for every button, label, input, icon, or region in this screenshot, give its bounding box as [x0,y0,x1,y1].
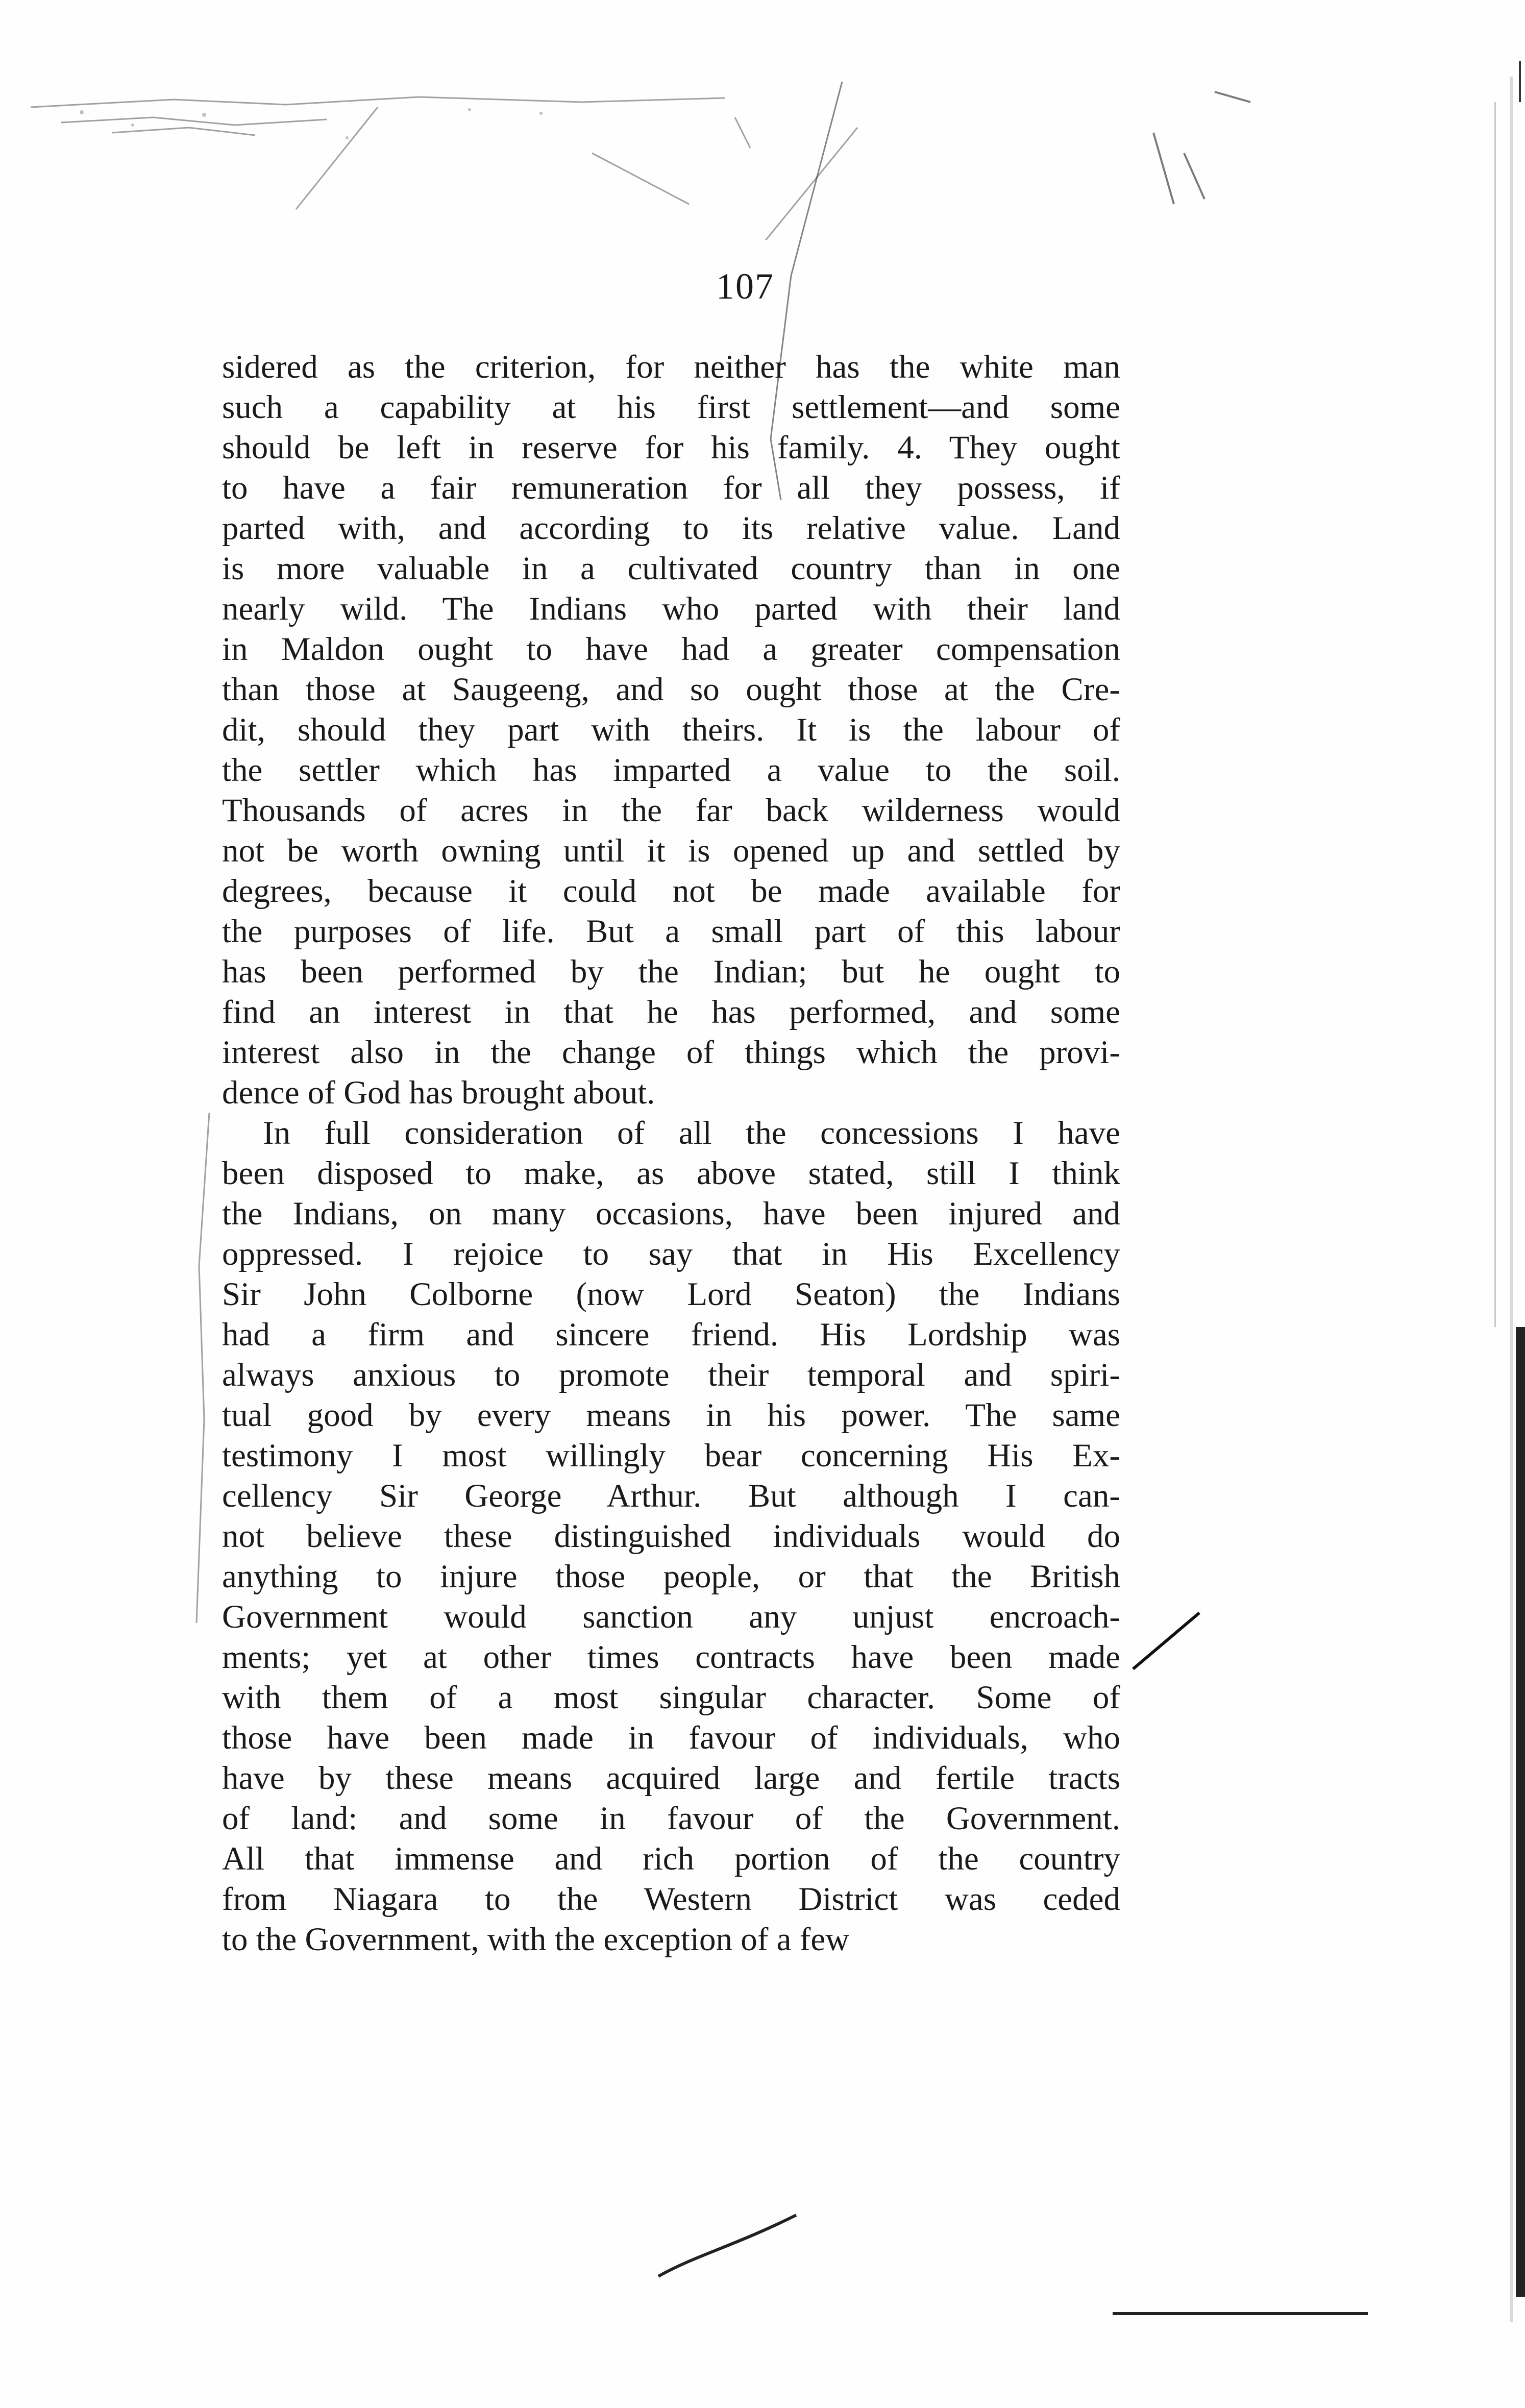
left-margin-rule [194,1113,214,1751]
text-line: Sir John Colborne (now Lord Seaton) the Indians [222,1276,1120,1313]
text-line: have by these means acquired large and fertile tracts [222,1760,1120,1797]
text-line: nearly wild. The Indians who parted with their land [222,591,1120,627]
text-line: from Niagara to the Western District was ceded [222,1881,1120,1918]
text-line: in Maldon ought to have had a greater compensation [222,631,1120,668]
text-line: those have been made in favour of individuals, who [222,1719,1120,1756]
text-line: had a firm and sincere friend. His Lordship was [222,1316,1120,1353]
text-line: not believe these distinguished individuals would do [222,1518,1120,1555]
text-line: ments; yet at other times contracts have been made [222,1639,1120,1676]
text-line: the Indians, on many occasions, have been injured and [222,1195,1120,1232]
text-line: should be left in reserve for his family. 4. They ought [222,429,1120,466]
text-line: not be worth owning until it is opened up and settled by [222,832,1120,869]
text-line: Thousands of acres in the far back wilderness would [222,792,1120,829]
text-line: is more valuable in a cultivated country than in one [222,550,1120,587]
text-line: Government would sanction any unjust encroach- [222,1599,1120,1635]
text-line: has been performed by the Indian; but he ought to [222,953,1120,990]
scan-noise-top-left [20,77,888,240]
text-line: dit, should they part with theirs. It is the labour of [222,711,1120,748]
text-line: the settler which has imparted a value to the soil. [222,752,1120,789]
text-line: always anxious to promote their temporal and spiri- [222,1357,1120,1393]
margin-pencil-mark [1123,1608,1204,1684]
text-line: In full consideration of all the concessions I have [263,1115,1120,1151]
bottom-rule [1113,2312,1368,2315]
text-line: sidered as the criterion, for neither has the white man [222,349,1120,385]
text-line: cellency Sir George Arthur. But although I can- [222,1478,1120,1514]
text-line: anything to injure those people, or that the British [222,1558,1120,1595]
text-line: oppressed. I rejoice to say that in His Excellency [222,1236,1120,1272]
text-line: been disposed to make, as above stated, still I think [222,1155,1120,1192]
bottom-squiggle [653,2205,806,2287]
text-line: the purposes of life. But a small part of this labour [222,913,1120,950]
text-line: degrees, because it could not be made available for [222,873,1120,910]
text-line: find an interest in that he has performed, and some [222,994,1120,1030]
text-line: with them of a most singular character. Some of [222,1679,1120,1716]
text-line: dence of God has brought about. [222,1074,655,1111]
page-edge-binding [1464,0,1525,2408]
text-line: such a capability at his first settlement—and some [222,389,1120,426]
scan-stroke-top-right [1123,71,1378,235]
text-line: testimony I most willingly bear concerning His Ex- [222,1437,1120,1474]
text-line: of land: and some in favour of the Government. [222,1800,1120,1837]
text-line: interest also in the change of things which the provi- [222,1034,1120,1071]
text-line: than those at Saugeeng, and so ought those at the Cre- [222,671,1120,708]
text-line: All that immense and rich portion of the country [222,1840,1120,1877]
text-line: to the Government, with the exception of a few [222,1921,850,1958]
text-line: tual good by every means in his power. The same [222,1397,1120,1434]
page-body [222,347,1120,1960]
page-number: 107 [716,266,774,307]
text-line: to have a fair remuneration for all they possess, if [222,470,1120,506]
text-line: parted with, and according to its relative value. Land [222,510,1120,547]
